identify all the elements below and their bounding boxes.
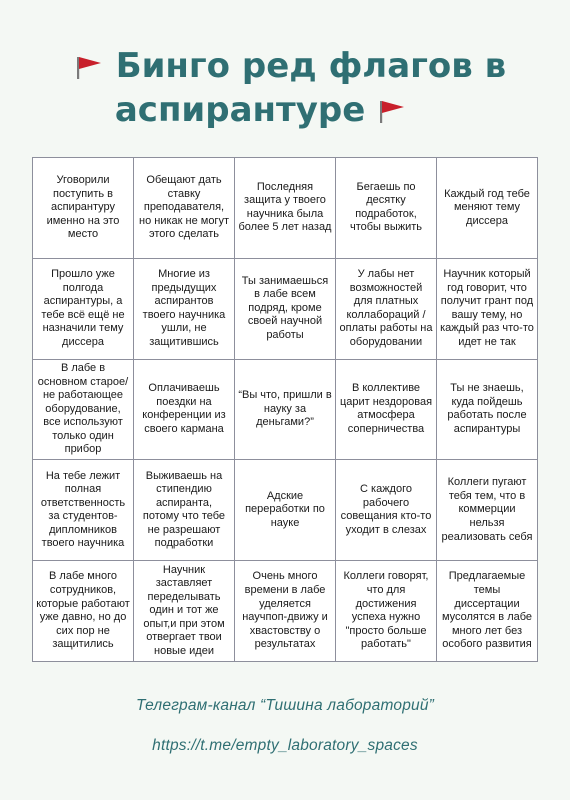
- bingo-cell: Предлагаемые темы диссертации мусолятся в лабе много лет без особого развития: [437, 561, 538, 662]
- title-text-2: аспирантуре: [114, 90, 366, 130]
- bingo-cell: Прошло уже полгода аспирантуры, а тебе всё ещё не назначили тему диссера: [33, 259, 134, 360]
- bingo-cell: Последняя защита у твоего научника была более 5 лет назад: [235, 158, 336, 259]
- title-line-2: [0, 88, 570, 132]
- bingo-cell: Уговорили поступить в аспирантуру именно на это место: [33, 158, 134, 259]
- bingo-cell: Ты занимаешься в лабе всем подряд, кроме своей научной работы: [235, 259, 336, 360]
- bingo-cell: Коллеги говорят, что для достижения успеха нужно "просто больше работать": [336, 561, 437, 662]
- bingo-cell: У лабы нет возможностей для платных коллабораций / оплаты работы на оборудовании: [336, 259, 437, 360]
- bingo-cell: Коллеги пугают тебя тем, что в коммерции нельзя реализовать себя: [437, 460, 538, 561]
- red-flag-icon: [377, 98, 407, 124]
- telegram-channel-name: Телеграм-канал “Тишина лабораторий”: [135, 697, 435, 714]
- red-flag-icon: [74, 54, 104, 80]
- bingo-cell: “Вы что, пришли в науку за деньгами?”: [235, 360, 336, 461]
- bingo-cell: Многие из предыдущих аспирантов твоего научника ушли, не защитившись: [134, 259, 235, 360]
- bingo-grid: [32, 157, 538, 662]
- bingo-cell: В лабе в основном старое/ не работающее оборудование, все используют только один прибор: [33, 360, 134, 461]
- bingo-cell: Ты не знаешь, куда пойдешь работать после аспирантуры: [437, 360, 538, 461]
- title-text-1: Бинго ред флагов в: [115, 46, 507, 86]
- bingo-cell: Обещают дать ставку преподавателя, но никак не могут этого сделать: [134, 158, 235, 259]
- bingo-cell: Очень много времени в лабе уделяется научпоп-движу и хвастовству о результатах: [235, 561, 336, 662]
- page-title: [0, 44, 570, 132]
- bingo-cell: Выживаешь на стипендию аспиранта, потому что тебе не разрешают подработки: [134, 460, 235, 561]
- bingo-cell: Бегаешь по десятку подработок, чтобы выжить: [336, 158, 437, 259]
- title-line-1: [0, 44, 570, 88]
- bingo-cell: С каждого рабочего совещания кто-то уходит в слезах: [336, 460, 437, 561]
- bingo-cell: Научник который год говорит, что получит грант под вашу тему, но каждый раз что-то идет не так: [437, 259, 538, 360]
- bingo-cell: Каждый год тебе меняют тему диссера: [437, 158, 538, 259]
- bingo-cell: Научник заставляет переделывать один и тот же опыт,и при этом отвергает твои новые идеи: [134, 561, 235, 662]
- bingo-cell: В лабе много сотрудников, которые работают уже давно, но до сих пор не защитились: [33, 561, 134, 662]
- bingo-cell: В коллективе царит нездоровая атмосфера соперничества: [336, 360, 437, 461]
- bingo-cell: Адские переработки по науке: [235, 460, 336, 561]
- telegram-channel-link[interactable]: https://t.me/empty_laboratory_spaces: [152, 737, 418, 754]
- bingo-cell: На тебе лежит полная ответственность за студентов-дипломников твоего научника: [33, 460, 134, 561]
- bingo-cell: Оплачиваешь поездки на конференции из своего кармана: [134, 360, 235, 461]
